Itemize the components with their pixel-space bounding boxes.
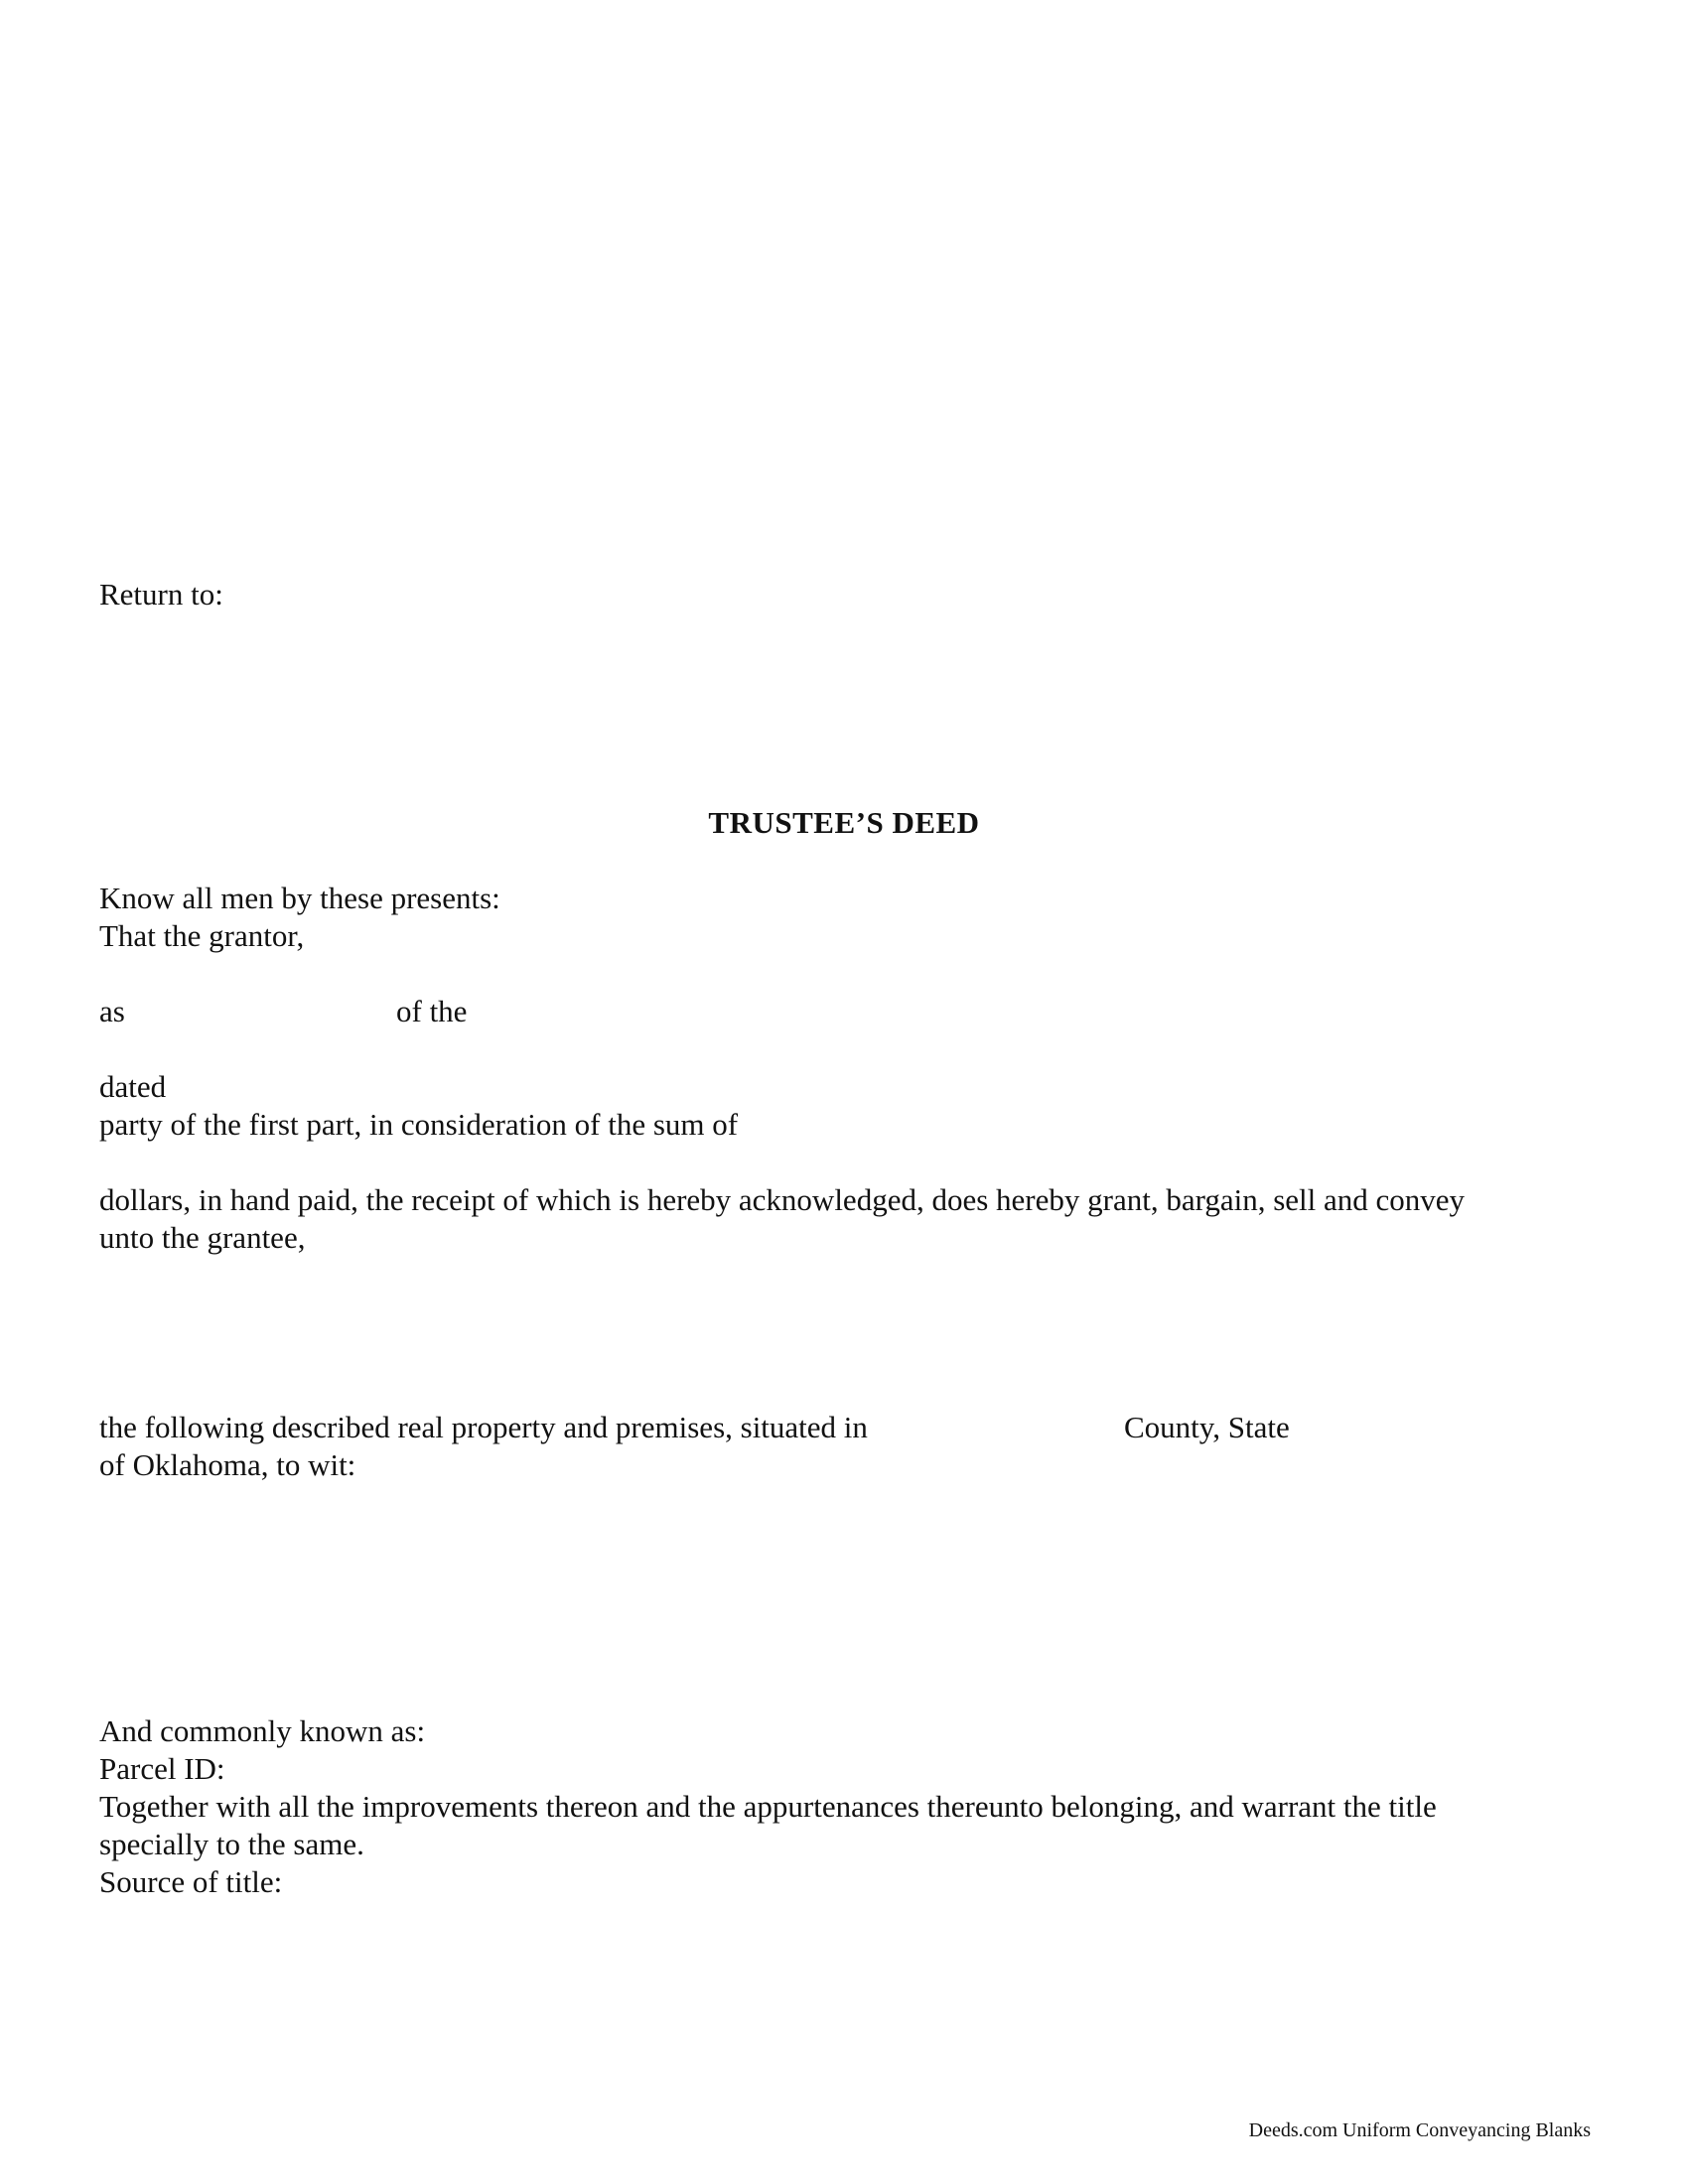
oklahoma-line: of Oklahoma, to wit: bbox=[99, 1447, 356, 1482]
return-to-label: Return to: bbox=[99, 577, 223, 612]
commonly-known-line: And commonly known as: bbox=[99, 1713, 426, 1748]
parcel-id-label: Parcel ID: bbox=[99, 1751, 225, 1786]
document-title: TRUSTEE’S DEED bbox=[708, 805, 980, 840]
party-first-part-line: party of the first part, in consideration of the sum of bbox=[99, 1107, 739, 1142]
grantor-line: That the grantor, bbox=[99, 918, 305, 953]
source-of-title-label: Source of title: bbox=[99, 1864, 283, 1899]
footer-credit: Deeds.com Uniform Conveyancing Blanks bbox=[1248, 2119, 1591, 2141]
specially-line: specially to the same. bbox=[99, 1827, 364, 1861]
together-line: Together with all the improvements thereon and the appurtenances thereunto belonging, and warrant the title bbox=[99, 1789, 1437, 1824]
know-all-line: Know all men by these presents: bbox=[99, 881, 500, 915]
unto-grantee-line: unto the grantee, bbox=[99, 1220, 306, 1255]
of-the-label: of the bbox=[396, 994, 468, 1028]
county-state-label: County, State bbox=[1124, 1410, 1290, 1444]
dollars-line: dollars, in hand paid, the receipt of which is hereby acknowledged, does hereby grant, bargain, sell and convey bbox=[99, 1182, 1466, 1217]
as-label: as bbox=[99, 994, 125, 1028]
dated-label: dated bbox=[99, 1069, 167, 1104]
property-situated-line: the following described real property and premises, situated in bbox=[99, 1410, 868, 1444]
